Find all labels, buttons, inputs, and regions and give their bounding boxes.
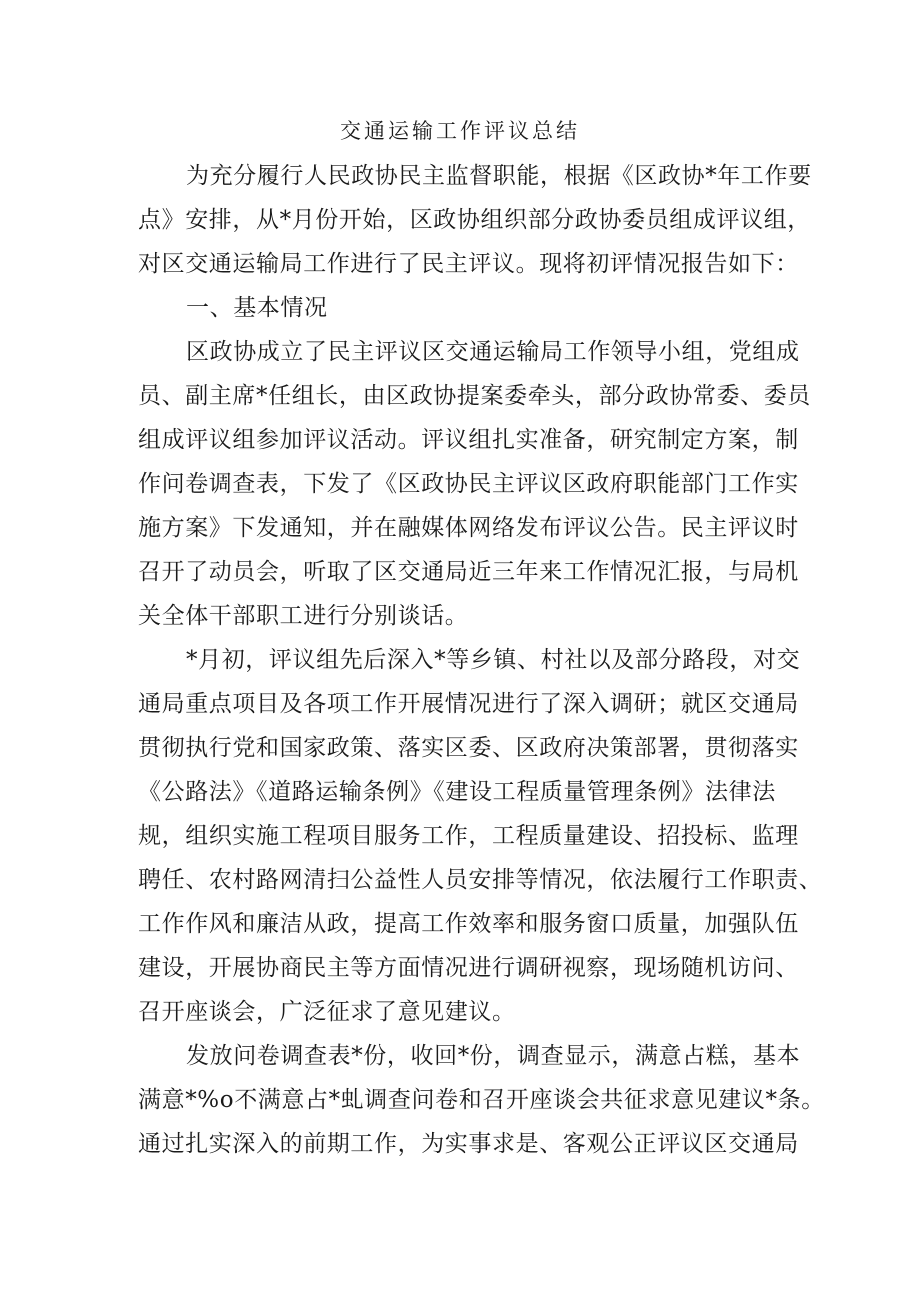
paragraph-line: 点》安排，从*月份开始，区政协组织部分政协委员组成评议组，: [138, 207, 811, 233]
paragraph-line: *月初，评议组先后深入*等乡镇、村社以及部分路段，对交: [186, 647, 801, 673]
paragraph-line: 召开了动员会，听取了区交通局近三年来工作情况汇报，与局机: [138, 559, 799, 585]
document-title: 交通运输工作评议总结: [340, 119, 580, 143]
paragraph-line: 员、副主席*任组长，由区政协提案委牵头，部分政协常委、委员: [138, 383, 811, 409]
paragraph-line: 规，组织实施工程项目服务工作，工程质量建设、招投标、监理: [138, 823, 799, 849]
paragraph-line: 《公路法》《道路运输条例》《建设工程质量管理条例》法律法: [138, 779, 776, 805]
paragraph-line: 满意*%o不满意占*虬调查问卷和召开座谈会共征求意见建议*条。: [138, 1087, 825, 1113]
paragraph-line: 召开座谈会，广泛征求了意见建议。: [138, 999, 516, 1025]
paragraph-line: 建设，开展协商民主等方面情况进行调研视察，现场随机访问、: [138, 955, 799, 981]
paragraph-line: 组成评议组参加评议活动。评议组扎实准备，研究制定方案，制: [138, 427, 799, 453]
paragraph-line: 通过扎实深入的前期工作，为实事求是、客观公正评议区交通局: [138, 1131, 799, 1157]
paragraph-line: 区政协成立了民主评议区交通运输局工作领导小组，党组成: [186, 339, 800, 365]
paragraph-line: 施方案》下发通知，并在融媒体网络发布评议公告。民主评议时: [138, 515, 799, 541]
paragraph-line: 发放问卷调查表*份，收回*份，调查显示，满意占糕，基本: [186, 1043, 801, 1069]
paragraph-line: 贯彻执行党和国家政策、落实区委、区政府决策部署，贯彻落实: [138, 735, 799, 761]
section-heading: 一、基本情况: [186, 295, 328, 321]
paragraph-line: 通局重点项目及各项工作开展情况进行了深入调研；就区交通局: [138, 691, 799, 717]
paragraph-line: 工作作风和廉洁从政，提高工作效率和服务窗口质量，加强队伍: [138, 911, 799, 937]
paragraph-line: 关全体干部职工进行分别谈话。: [138, 603, 469, 629]
paragraph-line: 作问卷调查表，下发了《区政协民主评议区政府职能部门工作实: [138, 471, 799, 497]
paragraph-line: 为充分履行人民政协民主监督职能，根据《区政协*年工作要: [186, 163, 812, 189]
paragraph-line: 聘任、农村路网清扫公益性人员安排等情况，依法履行工作职责、: [138, 867, 823, 893]
paragraph-line: 对区交通运输局工作进行了民主评议。现将初评情况报告如下：: [138, 251, 799, 277]
